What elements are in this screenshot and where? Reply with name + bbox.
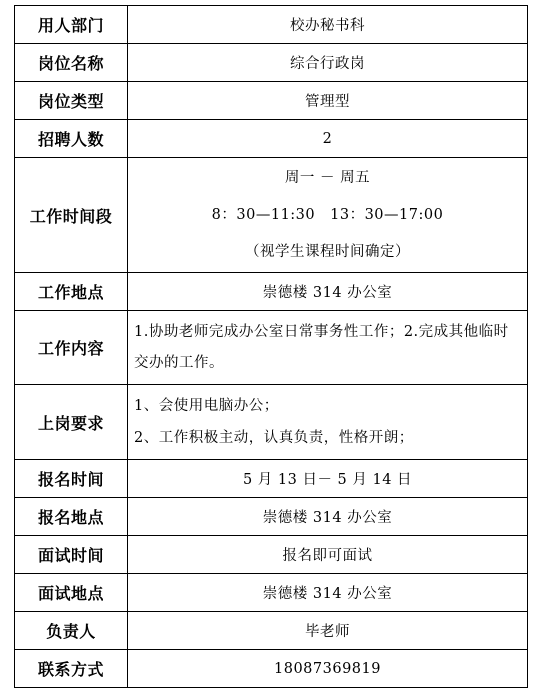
table-row: [15, 385, 528, 460]
row-label-person-in-charge: 负责人: [15, 612, 128, 650]
work-time-text: 8：30—11:30 13：30—17:00: [211, 206, 444, 223]
row-value-person-in-charge: 毕老师: [128, 612, 528, 650]
row-label-headcount: 招聘人数: [15, 120, 128, 158]
row-value-interview-time: 报名即可面试: [128, 536, 528, 574]
table-row: [15, 120, 528, 158]
requirement-item: 2、工作积极主动，认真负责，性格开朗；: [134, 430, 414, 446]
row-label-position-name: 岗位名称: [15, 44, 128, 82]
row-label-work-hours: 工作时间段: [15, 158, 128, 273]
table-row: [15, 6, 528, 44]
table-row: [15, 650, 528, 688]
table-row: [15, 44, 528, 82]
row-label-interview-time: 面试时间: [15, 536, 128, 574]
table-row: [15, 82, 528, 120]
row-value-position-name: 综合行政岗: [128, 44, 528, 82]
table-row: [15, 536, 528, 574]
row-label-interview-location: 面试地点: [15, 574, 128, 612]
row-label-job-content: 工作内容: [15, 311, 128, 385]
table-row: [15, 311, 528, 385]
job-posting-table: [14, 5, 528, 688]
row-value-position-type: 管理型: [128, 82, 528, 120]
row-value-job-content: 1.协助老师完成办公室日常事务性工作；2.完成其他临时交办的工作。: [128, 311, 528, 385]
work-days-text: 周一 － 周五: [284, 169, 371, 186]
table-row: [15, 498, 528, 536]
row-label-signup-time: 报名时间: [15, 460, 128, 498]
row-value-work-hours: [128, 158, 528, 273]
row-value-headcount: 2: [128, 120, 528, 158]
row-value-contact: 18087369819: [128, 650, 528, 688]
row-label-signup-location: 报名地点: [15, 498, 128, 536]
row-label-requirements: 上岗要求: [15, 385, 128, 460]
table-row: [15, 158, 528, 273]
table-row: [15, 574, 528, 612]
row-value-requirements: [128, 385, 528, 460]
row-label-work-location: 工作地点: [15, 273, 128, 311]
table-row: [15, 612, 528, 650]
work-time-note: （视学生课程时间确定）: [245, 243, 410, 260]
row-label-department: 用人部门: [15, 6, 128, 44]
row-value-signup-location: 崇德楼 314 办公室: [128, 498, 528, 536]
row-value-department: 校办秘书科: [128, 6, 528, 44]
table-row: [15, 460, 528, 498]
row-label-position-type: 岗位类型: [15, 82, 128, 120]
requirement-item: 1、会使用电脑办公；: [134, 398, 279, 414]
row-value-work-location: 崇德楼 314 办公室: [128, 273, 528, 311]
row-value-signup-time: 5 月 13 日－ 5 月 14 日: [128, 460, 528, 498]
row-value-interview-location: 崇德楼 314 办公室: [128, 574, 528, 612]
table-row: [15, 273, 528, 311]
row-label-contact: 联系方式: [15, 650, 128, 688]
